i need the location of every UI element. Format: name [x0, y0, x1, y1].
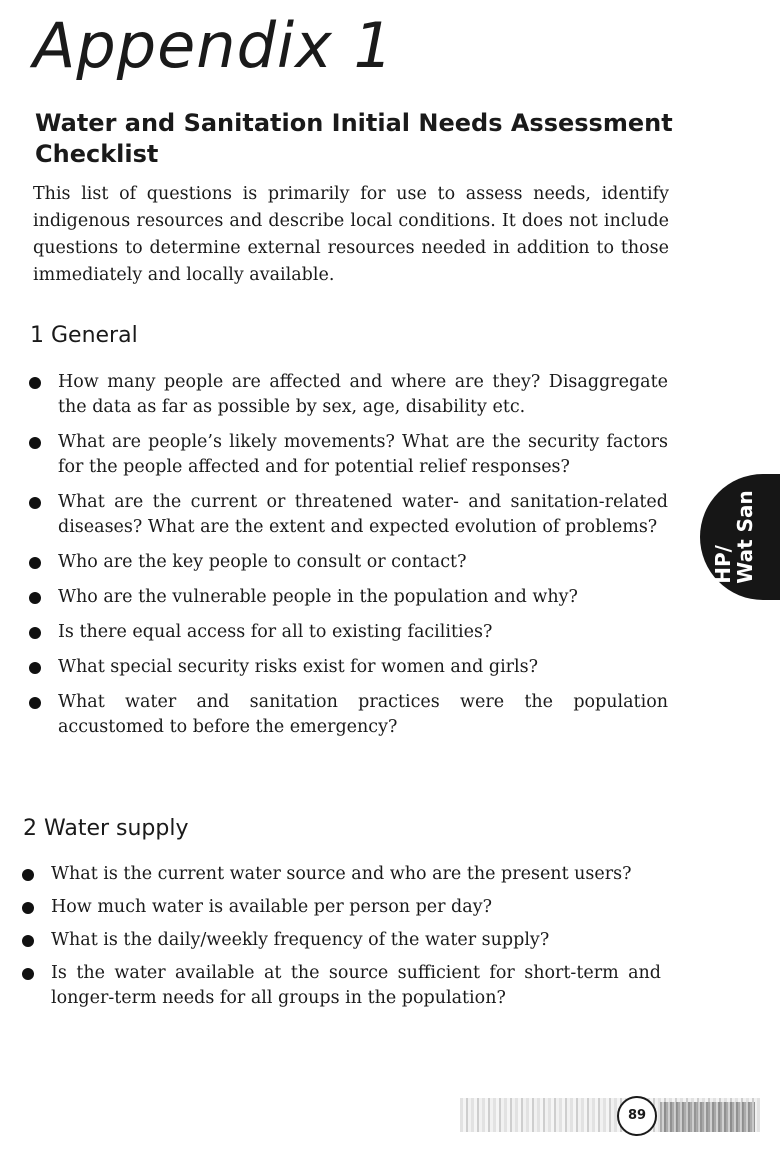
general-question-list [28, 370, 668, 750]
page-number: 89 [617, 1096, 657, 1136]
intro-paragraph: This list of questions is primarily for use to assess needs, identify indigenous resources and describe local conditions. It does not include questions to determine external resources needed in addition to those immediately and locally available. [33, 184, 669, 285]
chapter-side-tab-label [704, 474, 764, 600]
list-item [28, 550, 668, 575]
bullet-icon [29, 627, 41, 639]
bullet-icon [29, 592, 41, 604]
side-tab-line-1: HP/ [711, 545, 736, 584]
list-item [28, 370, 668, 420]
list-item [28, 690, 668, 740]
bullet-icon [29, 377, 41, 389]
question-text: What water and sanitation practices were the population accustomed to before the emergency? [58, 692, 668, 737]
question-text: What are people’s likely movements? What are the security factors for the people affected and for potential relief responses? [58, 432, 668, 477]
section-heading-general: 1 General [30, 323, 138, 348]
question-text: Is there equal access for all to existing facilities? [58, 622, 493, 642]
list-item [28, 490, 668, 540]
list-item [21, 895, 661, 920]
list-item [28, 655, 668, 680]
question-text: Who are the vulnerable people in the population and why? [58, 587, 578, 607]
list-item [21, 961, 661, 1011]
question-text: What are the current or threatened water- and sanitation-related diseases? What are the extent and expected evolution of problems? [58, 492, 668, 537]
bullet-icon [29, 437, 41, 449]
bullet-icon [29, 557, 41, 569]
question-text: What special security risks exist for women and girls? [58, 657, 538, 677]
list-item [28, 585, 668, 610]
bullet-icon [22, 869, 34, 881]
question-text: What is the current water source and who are the present users? [51, 864, 632, 884]
side-tab-text-block [712, 490, 756, 584]
bullet-icon [29, 497, 41, 509]
question-text: Is the water available at the source sufficient for short-term and longer-term needs for all groups in the population? [51, 963, 661, 1008]
bullet-icon [22, 968, 34, 980]
question-text: How much water is available per person per day? [51, 897, 492, 917]
water-supply-question-list [21, 862, 661, 1019]
checklist-subtitle: Water and Sanitation Initial Needs Assessment Checklist [35, 109, 673, 168]
bullet-icon [22, 902, 34, 914]
page-title: Appendix 1 [33, 9, 394, 82]
list-item [28, 620, 668, 645]
bullet-icon [29, 662, 41, 674]
side-tab-line-2: Wat San [733, 490, 758, 584]
question-text: Who are the key people to consult or contact? [58, 552, 467, 572]
list-item [21, 862, 661, 887]
list-item [21, 928, 661, 953]
question-text: How many people are affected and where are they? Disaggregate the data as far as possible by sex, age, disability etc. [58, 372, 668, 417]
list-item [28, 430, 668, 480]
question-text: What is the daily/weekly frequency of the water supply? [51, 930, 550, 950]
footer-decorative-bar-dark [660, 1102, 755, 1132]
bullet-icon [22, 935, 34, 947]
section-heading-water-supply: 2 Water supply [23, 816, 189, 841]
bullet-icon [29, 697, 41, 709]
